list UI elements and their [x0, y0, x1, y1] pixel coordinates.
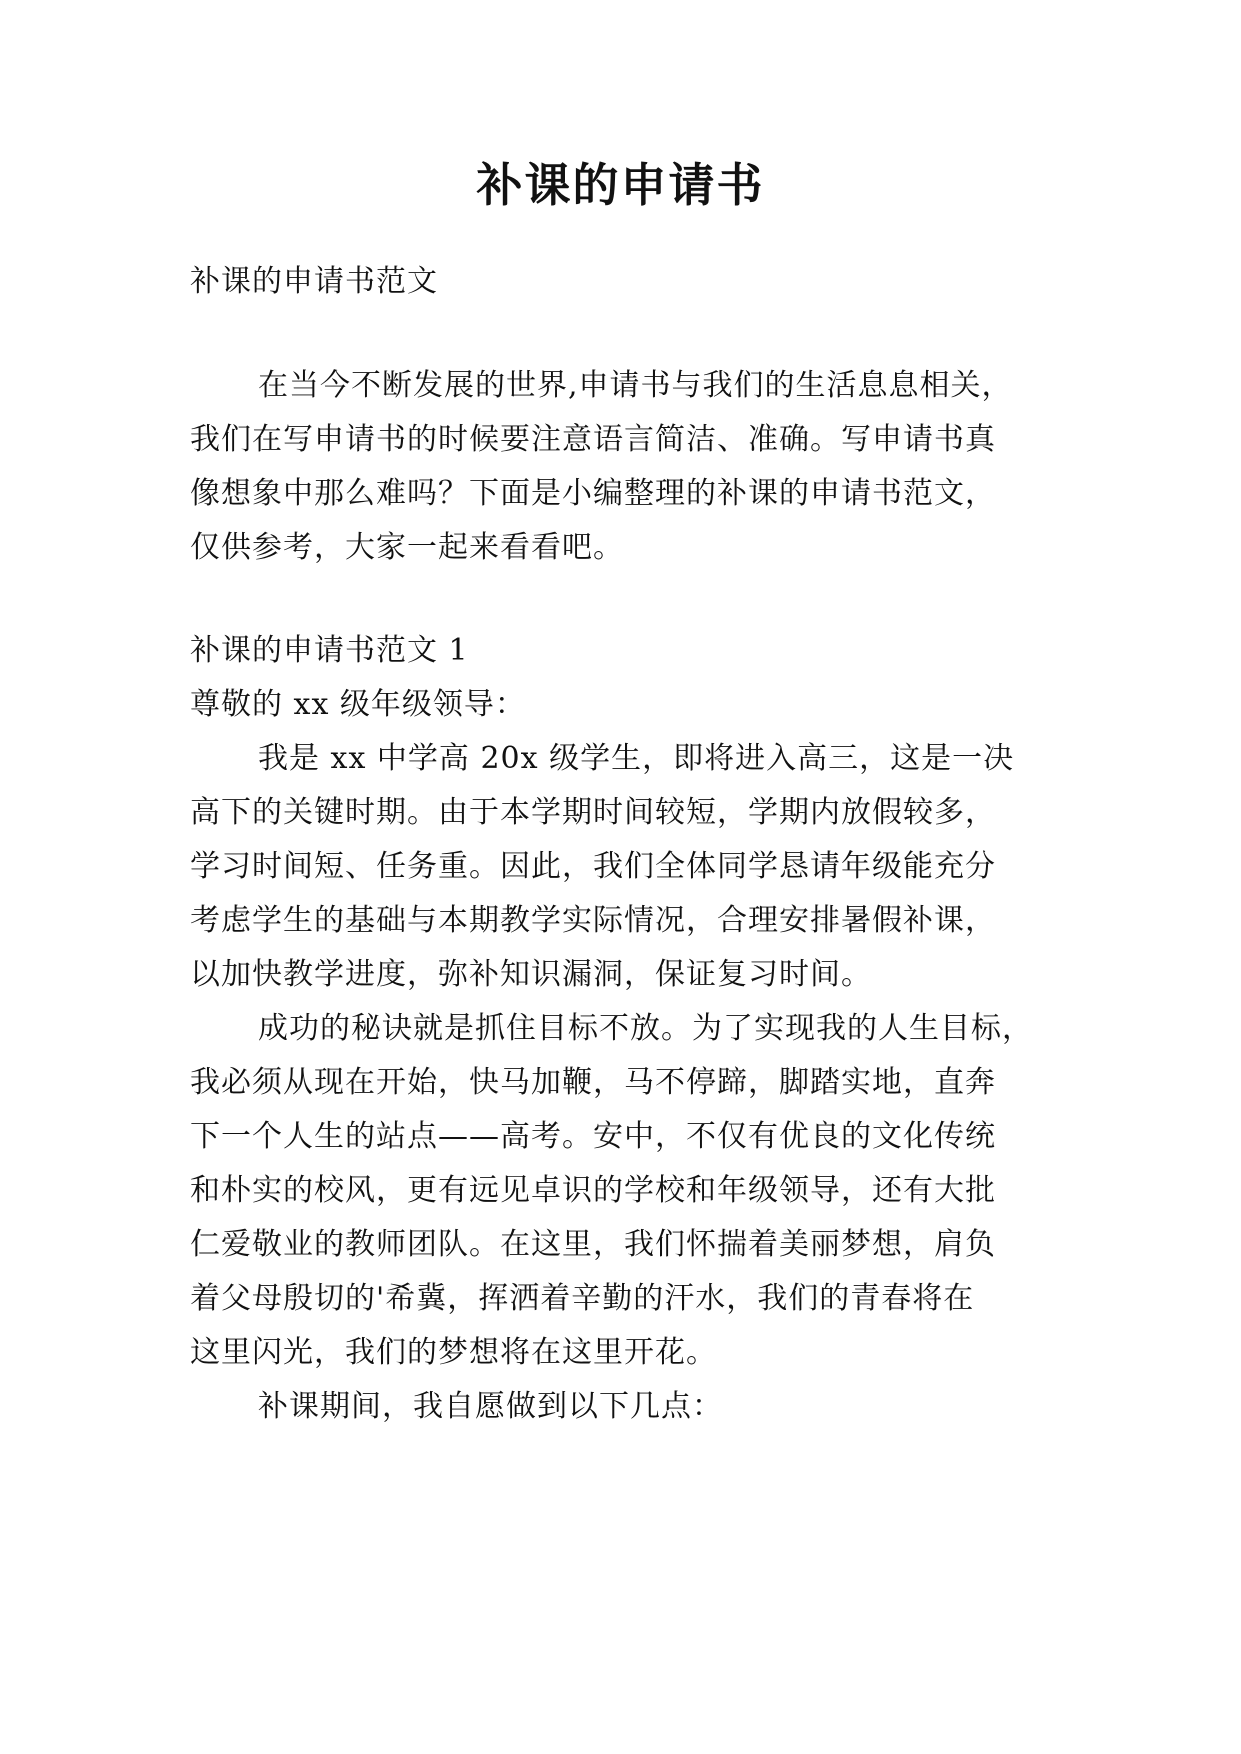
paragraph-line: 补课期间，我自愿做到以下几点： [258, 1389, 723, 1424]
paragraph-line: 仁爱敬业的教师团队。在这里，我们怀揣着美丽梦想，肩负 [190, 1227, 996, 1262]
intro-line: 仅供参考，大家一起来看看吧。 [190, 530, 624, 565]
salutation: 尊敬的 xx 级年级领导： [190, 687, 526, 722]
paragraph-line: 着父母殷切的'希冀，挥洒着辛勤的汗水，我们的青春将在 [190, 1281, 975, 1316]
paragraph-line: 高下的关键时期。由于本学期时间较短，学期内放假较多， [190, 795, 996, 830]
intro-line: 像想象中那么难吗？下面是小编整理的补课的申请书范文， [190, 476, 996, 511]
paragraph-line: 以加快教学进度，弥补知识漏洞，保证复习时间。 [190, 957, 872, 992]
paragraph-line: 成功的秘诀就是抓住目标不放。为了实现我的人生目标， [258, 1011, 1033, 1046]
paragraph-line: 这里闪光，我们的梦想将在这里开花。 [190, 1335, 717, 1370]
paragraph-line: 我是 xx 中学高 20x 级学生，即将进入高三，这是一决 [258, 741, 1015, 776]
intro-line: 在当今不断发展的世界,申请书与我们的生活息息相关， [258, 368, 1013, 403]
section-heading: 补课的申请书范文 1 [190, 633, 469, 668]
document-title: 补课的申请书 [476, 158, 765, 212]
paragraph-line: 学习时间短、任务重。因此，我们全体同学恳请年级能充分 [190, 849, 996, 884]
paragraph-line: 下一个人生的站点——高考。安中，不仅有优良的文化传统 [190, 1119, 996, 1154]
paragraph-line: 我必须从现在开始，快马加鞭，马不停蹄，脚踏实地，直奔 [190, 1065, 996, 1100]
paragraph-line: 和朴实的校风，更有远见卓识的学校和年级领导，还有大批 [190, 1173, 996, 1208]
intro-line: 我们在写申请书的时候要注意语言简洁、准确。写申请书真 [190, 422, 996, 457]
paragraph-line: 考虑学生的基础与本期教学实际情况，合理安排暑假补课， [190, 903, 996, 938]
document-subtitle: 补课的申请书范文 [190, 264, 438, 299]
